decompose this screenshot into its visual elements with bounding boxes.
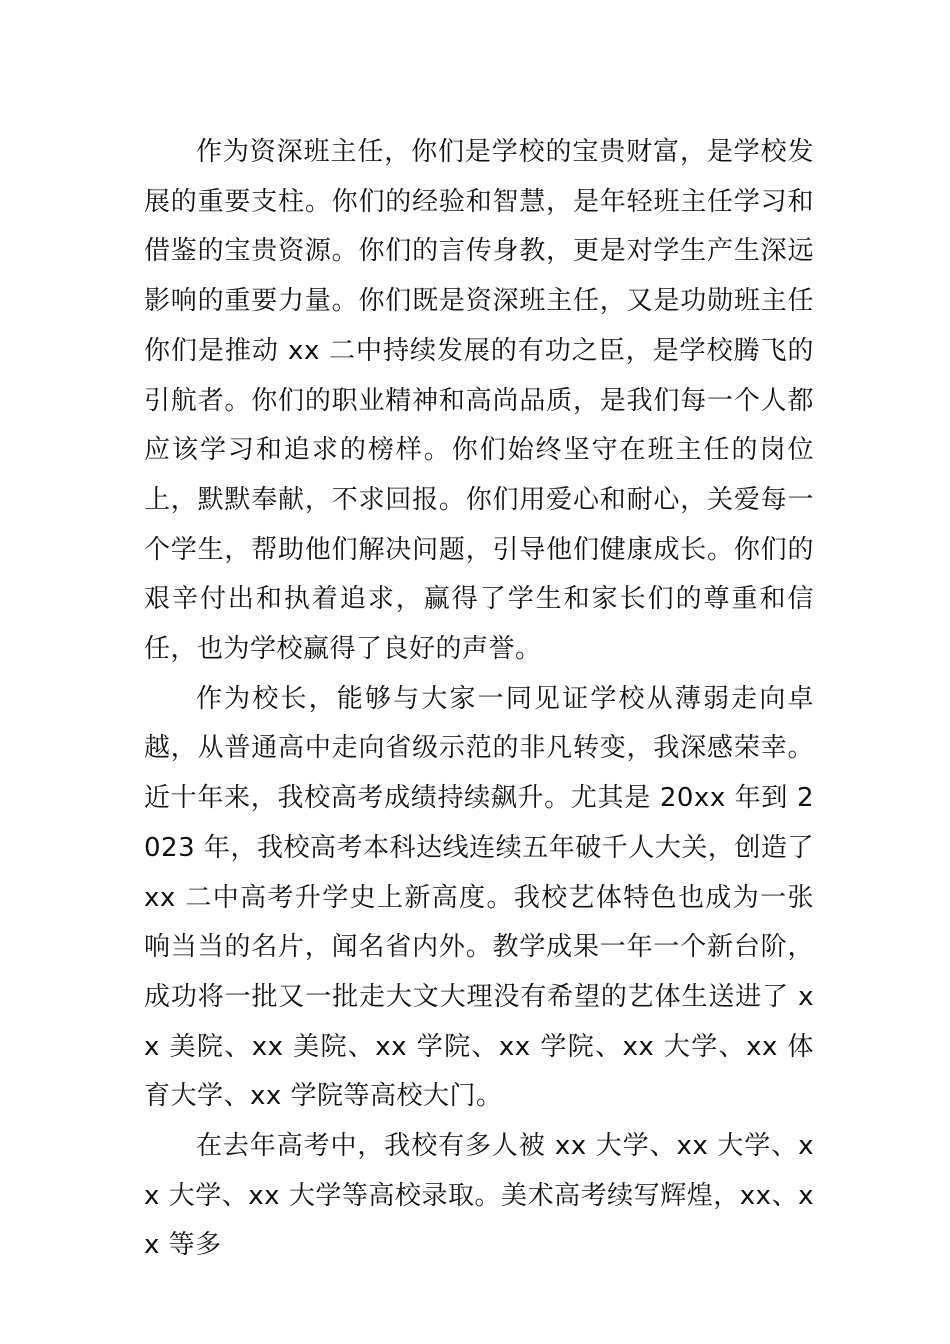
paragraph-1: 作为资深班主任，你们是学校的宝贵财富，是学校发展的重要支柱。你们的经验和智慧，是年轻班主任学习和借鉴的宝贵资源。你们的言传身教，更是对学生产生深远影响的重要力量。你们既是资深班主任，又是功勋班主任你们是推动 xx 二中持续发展的有功之臣，是学校腾飞的引航者。你们的职业精神和高尚品质，是我们每一个人都应该学习和追求的榜样。你们始终坚守在班主任的岗位上，默默奉献，不求回报。你们用爱心和耐心，关爱每一个学生，帮助他们解决问题，引导他们健康成长。你们的艰辛付出和执着追求，赢得了学生和家长们的尊重和信任，也为学校赢得了良好的声誉。 bbox=[144, 137, 814, 665]
paragraph-2: 作为校长，能够与大家一同见证学校从薄弱走向卓越，从普通高中走向省级示范的非凡转变，我深感荣幸。近十年来，我校高考成绩持续飙升。尤其是 20xx 年到 2023 年，我校高考本科达线连续五年破千人大关，创造了 xx 二中高考升学史上新高度。我校艺体特色也成为一张响当当的名片，闻名省内外。教学成果一年一个新台阶，成功将一批又一批走大文大理没有希望的艺体生送进了 xx 美院、xx 美院、xx 学院、xx 学院、xx 大学、xx 体育大学、xx 学院等高校大门。 bbox=[144, 683, 814, 1112]
document-body bbox=[144, 128, 814, 1271]
paragraph-3: 在去年高考中，我校有多人被 xx 大学、xx 大学、xx 大学、xx 大学等高校录取。美术高考续写辉煌，xx、xx 等多 bbox=[144, 1131, 814, 1261]
